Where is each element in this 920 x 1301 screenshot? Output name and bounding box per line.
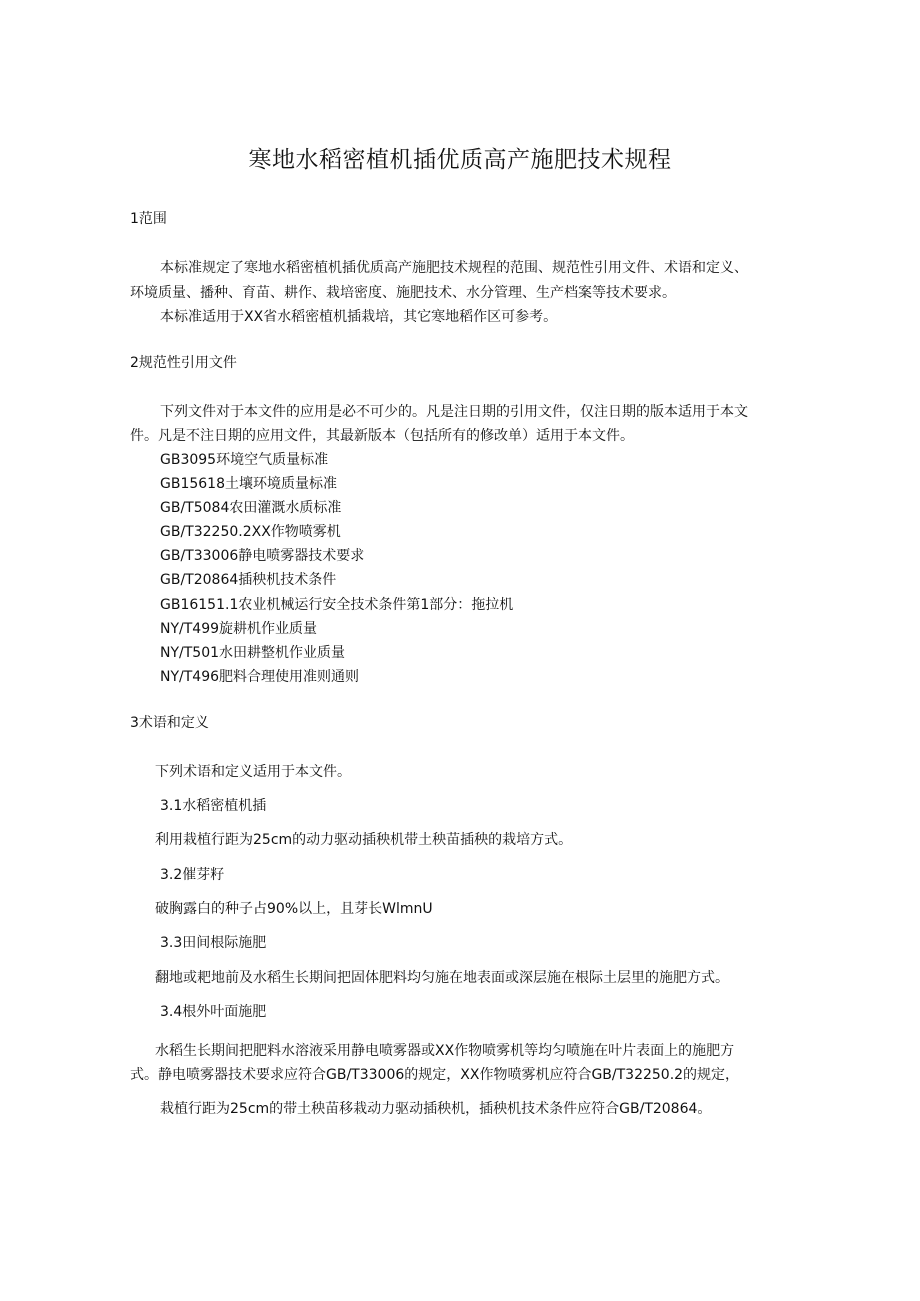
term-definition-line-1: 水稻生长期间把肥料水溶液采用静电喷雾器或XX作物喷雾机等均匀喷施在叶片表面上的施肥方 [155, 1043, 735, 1059]
reference-item: NY/T501水田耕整机作业质量 [160, 645, 346, 661]
reference-item: NY/T496肥料合理使用准则通则 [160, 669, 360, 685]
document-title: 寒地水稻密植机插优质高产施肥技术规程 [248, 147, 672, 173]
term-definition-line-2: 式。静电喷雾器技术要求应符合GB/T33006的规定，XX作物喷雾机应符合GB/T32250.2的规定， [130, 1067, 740, 1083]
term-heading: 3.4根外叶面施肥 [160, 1004, 267, 1020]
section-1-para-1-line-1: 本标准规定了寒地水稻密植机插优质高产施肥技术规程的范围、规范性引用文件、术语和定义、 [160, 260, 748, 276]
section-2-heading: 2规范性引用文件 [130, 355, 237, 371]
reference-item: GB16151.1农业机械运行安全技术条件第1部分：拖拉机 [160, 597, 514, 613]
reference-item: GB/T5084农田灌溉水质标准 [160, 500, 342, 516]
term-definition: 破胸露白的种子占90%以上，且芽长WlmnU [155, 901, 433, 917]
section-2-intro-line-1: 下列文件对于本文件的应用是必不可少的。凡是注日期的引用文件，仅注日期的版本适用于本文 [160, 404, 748, 420]
term-heading: 3.1水稻密植机插 [160, 798, 267, 814]
term-definition: 翻地或耙地前及水稻生长期间把固体肥料均匀施在地表面或深层施在根际土层里的施肥方式。 [155, 970, 729, 986]
term-heading: 3.2催芽籽 [160, 867, 225, 883]
term-definition: 利用栽植行距为25cm的动力驱动插秧机带土秧苗插秧的栽培方式。 [155, 832, 573, 848]
reference-item: NY/T499旋耕机作业质量 [160, 621, 318, 637]
section-1-para-2: 本标准适用于XX省水稻密植机插栽培，其它寒地稻作区可参考。 [160, 309, 558, 325]
section-3-intro: 下列术语和定义适用于本文件。 [155, 764, 351, 780]
section-1-para-1-line-2: 环境质量、播种、育苗、耕作、栽培密度、施肥技术、水分管理、生产档案等技术要求。 [130, 285, 676, 301]
term-heading: 3.3田间根际施肥 [160, 935, 267, 951]
section-3-closing: 栽植行距为25cm的带土秧苗移栽动力驱动插秧机，插秧机技术条件应符合GB/T20864。 [160, 1101, 712, 1117]
section-3-heading: 3术语和定义 [130, 715, 209, 731]
reference-item: GB15618土壤环境质量标准 [160, 476, 337, 492]
section-2-intro-line-2: 件。凡是不注日期的应用文件，其最新版本（包括所有的修改单）适用于本文件。 [130, 428, 634, 444]
section-1-heading: 1范围 [130, 211, 167, 227]
reference-item: GB/T33006静电喷雾器技术要求 [160, 548, 365, 564]
reference-item: GB3095环境空气质量标准 [160, 452, 329, 468]
reference-item: GB/T32250.2XX作物喷雾机 [160, 524, 341, 540]
reference-item: GB/T20864插秧机技术条件 [160, 572, 337, 588]
